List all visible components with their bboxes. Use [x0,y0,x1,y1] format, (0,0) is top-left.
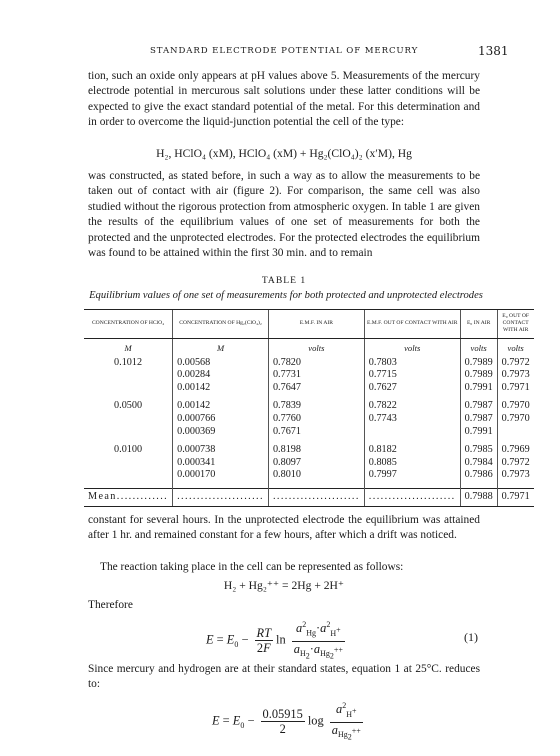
col-header-hg2clo4: CONCENTRATION OF Hg₂(ClO₄)₂ [173,310,269,339]
table-cell: 0.7989 [460,357,497,370]
table-cell: 0.7984 [460,457,497,470]
unit-cell: M [173,339,269,357]
table-cell: 0.8097 [268,457,364,470]
cell-notation: H₂, HClO₄ (xM), HClO₄ (xM) + Hg₂(ClO₄)₂ (x′M), Hg [156,147,412,160]
table-cell: 0.7839 [268,400,364,413]
data-table [84,309,534,507]
unit-cell: M [124,343,132,353]
table-cell: 0.8085 [364,457,460,470]
table-cell: 0.7760 [268,413,364,426]
table-cell: 0.7991 [460,426,497,439]
col-header-e0-air: E₀ IN AIR [460,310,497,339]
table-row [84,444,534,457]
hclo4-value: 0.0500 [114,400,143,412]
table-cell: 0.7731 [268,369,364,382]
table-caption: TABLE 1 [261,275,307,286]
table-cell: 0.7969 [497,444,534,457]
eq2-coefficient-numerator: 0.05915 [262,707,303,722]
table-cell: 0.7743 [364,413,460,426]
col-header-emf-out: E.M.F. OUT OF CONTACT WITH AIR [364,310,460,339]
unit-cell: volts [497,339,534,357]
col-header-e0-out: E₀ OUT OF CONTACT WITH AIR [497,310,534,339]
table-cell: 0.000766 [173,413,269,426]
table-cell [364,426,460,439]
hclo4-value: 0.0100 [114,444,143,456]
table-cell: 0.7973 [497,369,534,382]
unit-cell: volts [460,339,497,357]
table-subtitle: Equilibrium values of one set of measurements for both protected and unprotected electrodes [89,290,483,301]
table-cell: 0.00142 [173,400,269,413]
table-row [84,400,534,413]
paragraph-3: constant for several hours. In the unprotected electrode the equilibrium was attained after 1 hr. and remained constant for a few hours, after which a drift was noticed. [88,514,480,542]
table-cell: 0.7991 [460,382,497,395]
equation-1: $E = E_0$ − $\frac{RT}{2F}$ ln $\frac{a^2_{Hg}\cdot a^2_{H^+}}{a_{H_2}\cdot a_{Hg_2^{++}}}$ [206,620,343,661]
paragraph-5: Since mercury and hydrogen are at their standard states, equation 1 at 25°C. reduces to: [88,663,480,691]
page-number: 1381 [478,44,509,58]
table-row [84,357,534,370]
table-cell: 0.7820 [268,357,364,370]
table-cell: 0.7972 [497,457,534,470]
table-cell: 0.7989 [460,369,497,382]
table-units-row [84,339,534,357]
table-cell: 0.7647 [268,382,364,395]
table-cell: 0.8198 [268,444,364,457]
eq2-coefficient-denominator: 2 [279,722,286,737]
table-row [84,382,534,395]
table-cell: 0.7987 [460,400,497,413]
table-row [84,457,534,470]
table-cell: 0.000170 [173,469,269,482]
table-cell: 0.7671 [268,426,364,439]
table-cell: 0.7822 [364,400,460,413]
table-cell: 0.00142 [173,382,269,395]
table-cell: 0.7971 [497,382,534,395]
paragraph-4: The reaction taking place in the cell can be represented as follows: [100,561,404,573]
hclo4-value: 0.1012 [114,356,143,368]
intro-paragraph: tion, such an oxide only appears at pH values above 5. Measurements of the mercury electrode potential in mercurous salt solutions under these latter conditions will be expected to give the exact standard potential of the metal. For this determination and in order to overcome the liquid-junction potential the cell of the type: [88,70,480,129]
table-cell: 0.7985 [460,444,497,457]
table-cell: 0.00284 [173,369,269,382]
table-cell: 0.000738 [173,444,269,457]
unit-cell: volts [364,339,460,357]
mean-label: Mean [88,490,117,502]
table-cell: 0.7627 [364,382,460,395]
mean-e0-air: 0.7988 [460,488,497,506]
table-cell: 0.000341 [173,457,269,470]
paragraph-2: was constructed, as stated before, in such a way as to allow the measurements to be taken out of contact with air (figure 2). For comparison, the same cell was also studied without the rigorous protection from atmospheric oxygen. In table 1 are given the results of the equilibrium values of one set of measurements for both the protected and the unprotected electrodes. For the protected electrodes the equilibrium was found to be attained within the first 30 min. and to remain [88,170,480,260]
table-cell: 0.7972 [497,357,534,370]
col-header-hclo4: CONCENTRATION OF HClO₄ [84,310,173,339]
table-cell: 0.7715 [364,369,460,382]
table-row [84,426,534,439]
equation-2: $E = E_0$ − $\frac{0.05915}{2}$ log $\frac{a^2_{H^+}}{a_{Hg_2^{++}}}$ [212,701,361,742]
reaction-equation: H₂ + Hg₂⁺⁺ = 2Hg + 2H⁺ [223,579,345,592]
running-header [0,44,560,60]
table-cell: 0.7973 [497,469,534,482]
col-header-emf-air: E.M.F. IN AIR [268,310,364,339]
table-cell: 0.8010 [268,469,364,482]
table-header-row [84,310,534,339]
table-cell: 0.8182 [364,444,460,457]
therefore-label: Therefore [88,599,133,611]
table-cell: 0.00568 [173,357,269,370]
table-mean-row: Mean............. ...................... ...................... ...................... 0.7988 0.7971 [84,488,534,506]
table-cell: 0.7997 [364,469,460,482]
unit-cell: volts [268,339,364,357]
table-cell: 0.000369 [173,426,269,439]
table-cell: 0.7970 [497,400,534,413]
table-cell: 0.7986 [460,469,497,482]
mean-e0-out: 0.7971 [497,488,534,506]
table-cell: 0.7803 [364,357,460,370]
running-title: STANDARD ELECTRODE POTENTIAL OF MERCURY [150,46,419,56]
table-cell: 0.7970 [497,413,534,426]
table-row [84,369,534,382]
table-cell [497,426,534,439]
table-row [84,413,534,426]
equation-1-number: (1) [464,630,478,644]
table-cell: 0.7987 [460,413,497,426]
table-row [84,469,534,482]
